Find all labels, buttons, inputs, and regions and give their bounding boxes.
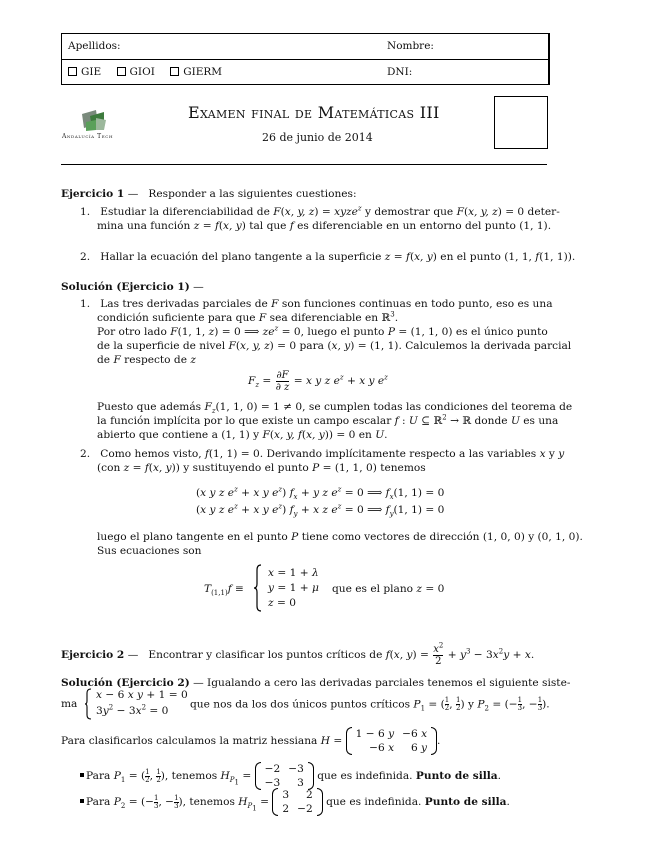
andalucia-tech-logo [60,108,136,142]
sol1-p1-l8: abierto que contiene a (1, 1) y F(x, y, f(x, y)) = 0 en U. [97,429,388,441]
sol1-p1-l7: la función implícita por lo que existe un campo escalar f : U ⊆ ℝ$^2$ → ℝ donde U es una [97,413,559,427]
sol1-p2-l3: luego el plano tangente en el punto P tiene como vectores de dirección (1, 0, 0) y (0, 1, 0). [97,531,583,543]
plane-note: que es el plano z = 0 [332,583,445,595]
left-brace [253,564,263,612]
ej1-item1-line2: mina una función z = f(x, y) tal que f es diferenciable en un entorno del punto (1, 1). [97,220,552,232]
exam-date: 26 de junio de 2014 [262,131,373,144]
sol1-p1-l3: Por otro lado F(1, 1, z) = 0 ⟹ $ze^z = 0$, luego el punto P = (1, 1, 0) es el único punto [97,324,548,338]
ej1-item2: 2. Hallar la ecuación del plano tangente a la superficie z = f(x, y) en el punto (1, 1, f(1, 1)). [80,251,576,263]
hessian-line: Para clasificarlos calculamos la matriz hessiana H = 1 − 6 y −6 x −6 x 6 y . [61,728,441,754]
plane-eq-x: x = 1 + λ [268,567,319,579]
sol1-p2-l4: Sus ecuaciones son [97,545,202,557]
header-divider [62,59,548,60]
bullet-icon [80,799,84,803]
sol1-p1-l2: condición suficiente para que F sea diferenciable en ℝ$^3$. [97,310,399,324]
hessian-p1: −2 −3 −3 3 [255,762,314,790]
system-brace [84,688,92,720]
option-gie[interactable]: GIE [68,66,101,78]
ej1-item1-line1: 1. Estudiar la diferenciabilidad de F(x, y, z) = xyze$^z$ y demostrar que F(x, y, z) = 0 deter- [80,204,560,218]
option-gioi[interactable]: GIOI [117,66,155,78]
logo-text: Andalucía Tech [62,133,114,140]
exam-title: Examen final de Matemáticas III [188,103,440,122]
checkbox-icon[interactable] [117,67,126,76]
implicit-eq-x: (x y z $e^z + x$ y $e^z$) $f_x + y$ z $e^z = 0$ ⟹ $f_x(1$, 1) = 0 [196,485,445,502]
sol1-p1-l4: de la superficie de nivel F(x, y, z) = 0 para (x, y) = (1, 1). Calculemos la derivada parcial [97,340,572,352]
option-gierm[interactable]: GIERM [170,66,222,78]
sol1-p2-l1: 2. Como hemos visto, f(1, 1) = 0. Derivando implícitamente respecto a las variables x y y [80,448,565,460]
sol2-l1: Solución (Ejercicio 2) — Igualando a cero las derivadas parciales tenemos el siguiente siste- [61,677,571,689]
system-eq1: x − 6 x y + 1 = 0 [96,689,188,701]
hessian-matrix: 1 − 6 y −6 x −6 x 6 y [346,727,437,755]
checkbox-icon[interactable] [170,67,179,76]
hessian-p2: 3 2 2 −2 [272,788,322,816]
apellidos-label: Apellidos: [68,40,121,52]
bullet-icon [80,773,84,777]
sol2-l2-ma: ma [61,698,78,710]
tangent-plane-label: $T_{(1,1)}f$ ≡ [204,583,244,598]
degree-options [68,66,222,78]
header-rule [61,164,547,165]
bullet-p2: Para $P_2$ = (− $\frac{1}{3}$ , − $\frac{1}{3}$ ), tenemos $H_{P_1}$ = 3 2 2 −2 que es indefinida. Punto de silla. [80,785,510,819]
logo-mark-icon [60,108,136,132]
sol1-p1-l5: de F respecto de z [97,354,196,366]
dni-label: DNI: [387,66,413,78]
nombre-label: Nombre: [387,40,434,52]
plane-eq-z: z = 0 [268,597,296,609]
sol1-p2-l2: (con z = f(x, y)) y sustituyendo el punto P = (1, 1, 0) tenemos [97,462,426,474]
bullet-p1: Para $P_1$ = ( $\frac{1}{2}$ , $\frac{1}{2}$ ), tenemos $H_{P_1}$ = −2 −3 −3 3 que es indefinida. Punto de silla. [80,759,501,793]
plane-eq-y: y = 1 + μ [268,582,319,594]
sol1-heading: Solución (Ejercicio 1) — [61,281,204,293]
ej2-heading: Ejercicio 2 — Encontrar y clasificar los puntos críticos de f(x, y) = $\frac{x^2}{2}$ + $y^3 - 3x^2y + x$. [61,641,535,667]
checkbox-icon[interactable] [68,67,77,76]
fz-equation: $F_z$ = $\frac{\partial F}{\partial z}$ = x y z $e^z + x$ y $e^z$ [248,369,388,393]
ej1-heading: Ejercicio 1 — Responder a las siguientes cuestiones: [61,188,357,200]
implicit-eq-y: (x y z $e^z + x$ y $e^z$) $f_y + x$ z $e^z = 0$ ⟹ $f_y(1$, 1) = 0 [196,502,445,519]
grade-box [494,96,548,149]
sol1-p1-l6: Puesto que además $F_z(1$, 1, 0) = 1 ≠ 0, se cumplen todas las condiciones del teorema de [97,401,573,416]
critical-points: que nos da los dos únicos puntos críticos $P_1$ = ( $\frac{1}{2}$ , $\frac{1}{2}$ ) y $P_2$ = (− $\frac{1}{3}$ , − $\frac{1}{3}$ ). [190,696,550,713]
system-eq2: $3y^2 - 3x^2 = 0$ [96,703,169,717]
sol1-p1-l1: 1. Las tres derivadas parciales de F son funciones continuas en todo punto, eso es una [80,298,553,310]
